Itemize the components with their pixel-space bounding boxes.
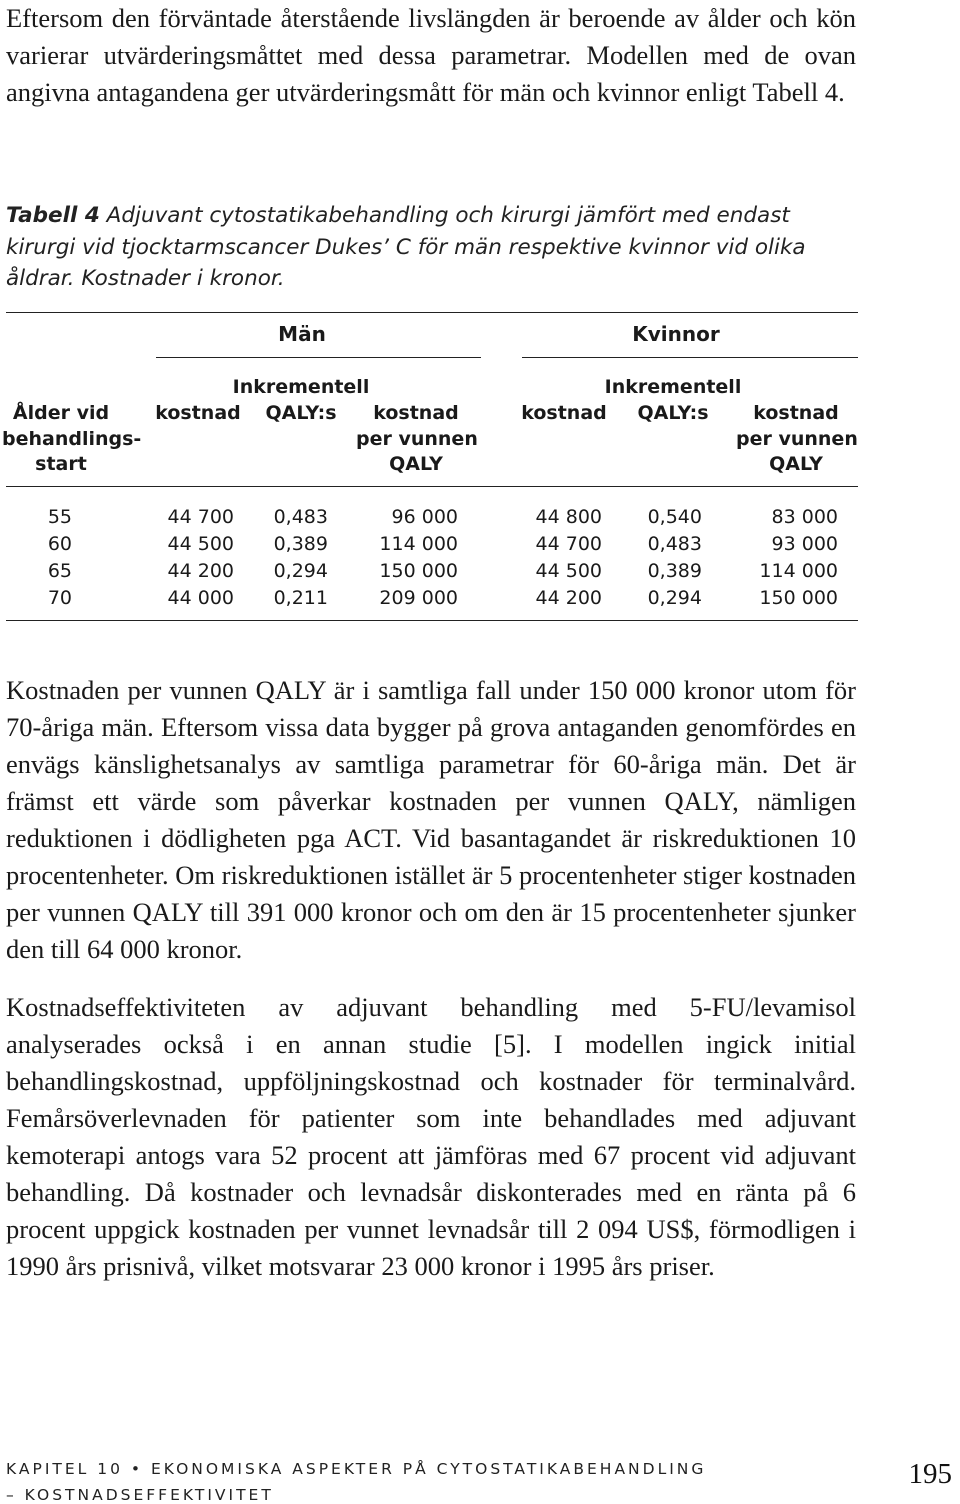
table-bottom-rule	[6, 620, 858, 621]
cell-women-qaly: 0,294	[647, 587, 702, 609]
header-men-qaly: Inkrementell QALY:s	[232, 376, 370, 424]
header-women-cost-per-qaly: kostnad per vunnen QALY	[736, 402, 858, 475]
header-men-cost: kostnad	[155, 402, 241, 424]
table-row	[0, 560, 860, 587]
cell-men-cost-per-qaly: 96 000	[391, 506, 458, 528]
header-men-cost-per-qaly: kostnad per vunnen QALY	[356, 402, 478, 475]
cell-men-cost: 44 700	[167, 506, 234, 528]
cell-age: 55	[47, 506, 72, 528]
table-top-rule	[6, 312, 858, 313]
other-study-paragraph: Kostnadseffektiviteten av adjuvant behandling med 5-FU/levamisol analyserades också i en annan studie [5]. I modellen ingick initial behandlingskostnad, uppföljningskostnad och kostnader för terminalvård. Femårsöverlevnaden för patienter som inte behandlades med adjuvant kemoterapi antogs vara 52 procent att jämföras med 67 procent vid adjuvant behandling. Då kostnader och levnadsår diskonterades med en ränta på 6 procent uppgick kostnaden per vunnet levnadsår till 2 094 US$, förmodligen i 1990 års prisnivå, vilket motsvarar 23 000 kronor i 1995 års priser.	[6, 992, 856, 1281]
cell-men-qaly: 0,294	[273, 560, 328, 582]
cell-women-cost: 44 800	[535, 506, 602, 528]
cell-women-cost: 44 700	[535, 533, 602, 555]
table-row	[0, 587, 860, 614]
cell-women-qaly: 0,483	[647, 533, 702, 555]
header-women-qaly: Inkrementell QALY:s	[604, 376, 742, 424]
cell-age: 60	[47, 533, 72, 555]
cell-men-cost-per-qaly: 209 000	[379, 587, 458, 609]
cell-age: 70	[47, 587, 72, 609]
page-number: 195	[908, 1458, 952, 1490]
header-women-cost: kostnad	[521, 402, 607, 424]
cell-age: 65	[47, 560, 72, 582]
running-footer-line2: – KOSTNADSEFFEKTIVITET	[6, 1486, 274, 1504]
cell-men-qaly: 0,211	[273, 587, 328, 609]
cell-men-cost-per-qaly: 150 000	[379, 560, 458, 582]
cell-women-cost: 44 200	[535, 587, 602, 609]
cell-men-cost-per-qaly: 114 000	[379, 533, 458, 555]
running-footer-line1: KAPITEL 10 • EKONOMISKA ASPEKTER PÅ CYTOSTATIKABEHANDLING	[6, 1460, 707, 1478]
cell-women-cost-per-qaly: 150 000	[759, 587, 838, 609]
cell-women-cost-per-qaly: 83 000	[771, 506, 838, 528]
cell-women-qaly: 0,389	[647, 560, 702, 582]
caption-label: Tabell 4	[6, 203, 100, 228]
table-caption	[6, 200, 856, 295]
women-group-rule	[522, 357, 858, 358]
cell-men-cost: 44 500	[167, 533, 234, 555]
sensitivity-paragraph: Kostnaden per vunnen QALY är i samtliga fall under 150 000 kronor utom för 70-åriga män. Eftersom vissa data bygger på grova antaganden genomfördes en envägs känslighetsanalys av samtliga parametrar för 60-åriga män. Det är främst ett värde som påverkar kostnaden per vunnen QALY, nämligen reduktionen i dödligheten pga ACT. Vid basantagandet är riskreduktionen 10 procentenheter. Om riskreduktionen istället är 5 procentenheter stiger kostnaden per vunnen QALY till 391 000 kronor och om den är 15 procentenheter sjunker den till 64 000 kronor.	[6, 675, 856, 964]
caption-text: Adjuvant cytostatikabehandling och kirurgi jämfört med endast kirurgi vid tjocktarmscancer Dukes’ C för män respektive kvinnor vid olika åldrar. Kostnader i kronor.	[6, 203, 806, 291]
group-header-men: Män	[278, 322, 326, 346]
cell-women-qaly: 0,540	[647, 506, 702, 528]
table-row	[0, 506, 860, 533]
cell-men-cost: 44 200	[167, 560, 234, 582]
table-row	[0, 533, 860, 560]
group-header-women: Kvinnor	[632, 322, 720, 346]
header-age: Ålder vid behandlings- start	[2, 402, 142, 475]
header-bottom-rule	[6, 486, 858, 487]
cell-men-cost: 44 000	[167, 587, 234, 609]
cell-men-qaly: 0,483	[273, 506, 328, 528]
men-group-rule	[156, 357, 481, 358]
intro-paragraph: Eftersom den förväntade återstående livslängden är beroende av ålder och kön varierar utvärderingsmåttet med dessa parametrar. Modellen med de ovan angivna antagandena ger utvärderingsmått för män och kvinnor enligt Tabell 4.	[6, 3, 856, 107]
cell-women-cost-per-qaly: 114 000	[759, 560, 838, 582]
cell-women-cost: 44 500	[535, 560, 602, 582]
cell-men-qaly: 0,389	[273, 533, 328, 555]
cell-women-cost-per-qaly: 93 000	[771, 533, 838, 555]
